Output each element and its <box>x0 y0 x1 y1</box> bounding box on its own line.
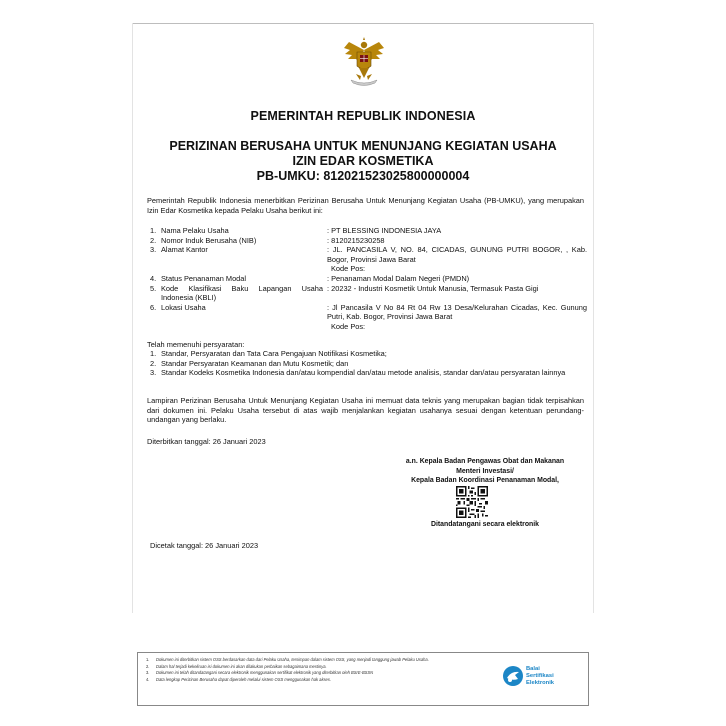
detail-postcode: Kode Pos: <box>331 321 366 331</box>
bsre-logo-text: Balai Sertifikasi Elektronik <box>526 666 555 686</box>
detail-value: : PT BLESSING INDONESIA JAYA <box>327 226 442 235</box>
permit-title-line2: IZIN EDAR KOSMETIKA <box>292 154 434 168</box>
permit-title <box>0 139 726 184</box>
detail-row: 6. Lokasi Usaha : Jl Pancasila V No 84 Rt 04 Rw 13 Desa/Kelurahan Cicadas, Kec. Gunung Putri, Kab. Bogor, Provinsi Jawa Barat Kode Pos: <box>150 302 587 331</box>
detail-value: : 20232 - Industri Kosmetik Untuk Manusia, Termasuk Pasta Gigi <box>327 283 539 293</box>
top-border <box>132 23 594 24</box>
detail-label: Nama Pelaku Usaha <box>161 226 229 235</box>
list-item: 2. Dalam hal terjadi kekeliruan isi dokumen ini akan dilakukan perbaikan sebagaimana mestinya. <box>146 663 327 669</box>
detail-label: Kode Klasifikasi Baku Lapangan Usaha Indonesia (KBLI) <box>161 283 323 303</box>
detail-value: : Penanaman Modal Dalam Negeri (PMDN) <box>327 273 470 283</box>
list-item: 2. Standar Persyaratan Keamanan dan Mutu Kosmetik; dan <box>150 358 349 368</box>
permit-number: PB-UMKU: 812021523025800000004 <box>256 169 470 183</box>
requirements-heading: Telah memenuhi persyaratan: <box>147 340 245 349</box>
detail-row: 2. Nomor Induk Berusaha (NIB) : 8120215230258 <box>150 236 586 246</box>
detail-value: : Jl Pancasila V No 84 Rt 04 Rw 13 Desa/Kelurahan Cicadas, Kec. Gunung Putri, Kab. Bogor, Provinsi Jawa Barat <box>327 302 587 322</box>
signature-line3: Kepala Badan Koordinasi Penanaman Modal, <box>411 477 559 484</box>
garuda-emblem-icon <box>341 36 387 86</box>
list-item: 1. Dokumen ini diterbitkan sistem OSS berdasarkan data dari Pelaku Usaha, tersimpan dalam sistem OSS, yang menjadi tanggung jawab Pelaku Usaha. <box>146 657 429 662</box>
detail-label: Lokasi Usaha <box>161 302 206 312</box>
permit-title-line1: PERIZINAN BERUSAHA UNTUK MENUNJANG KEGIATAN USAHA <box>169 139 557 153</box>
footer-notes-box <box>137 652 589 706</box>
detail-row: 3. Alamat Kantor : JL. PANCASILA V, NO. 84, CICADAS, GUNUNG PUTRI BOGOR, , Kab. Bogor, Provinsi Jawa Barat Kode Pos: <box>150 245 587 274</box>
intro-paragraph: Pemerintah Republik Indonesia menerbitkan Perizinan Berusaha Untuk Menunjang Kegiatan Usaha (PB-UMKU), yang merupakan Izin Edar Kosmetika kepada Pelaku Usaha berikut ini: <box>147 196 584 215</box>
list-item: 3. Standar Kodeks Kosmetika Indonesia dan/atau kompendial dan/atau metode analisis, standar dan/atau persyaratan lainnya <box>150 368 566 378</box>
list-item: 4. Data lengkap Perizinan Berusaha dapat diperoleh melalui sistem OSS menggunakan hak akses. <box>146 676 331 682</box>
detail-value: : 8120215230258 <box>327 235 385 245</box>
detail-label: Alamat Kantor <box>161 245 208 255</box>
issued-date: Diterbitkan tanggal: 26 Januari 2023 <box>147 437 266 446</box>
footer-notes <box>146 657 491 683</box>
list-item: 1. Standar, Persyaratan dan Tata Cara Pengajuan Notifikasi Kosmetika; <box>150 349 387 358</box>
detail-label: Nomor Induk Berusaha (NIB) <box>161 235 257 245</box>
government-title: PEMERINTAH REPUBLIK INDONESIA <box>250 109 476 123</box>
signature-line2: Menteri Investasi/ <box>456 467 514 475</box>
signature-block <box>380 457 590 486</box>
attachment-paragraph: Lampiran Perizinan Berusaha Untuk Menunjang Kegiatan Usaha ini memuat data teknis yang merupakan bagian tidak terpisahkan dari dokumen ini. Pelaku Usaha tersebut di atas wajib menjalankan kegiatan usahanya sesuai dengan ketentuan perundang-undangan yang berlaku. <box>147 396 584 425</box>
detail-row: 1. Nama Pelaku Usaha : PT BLESSING INDONESIA JAYA <box>150 226 586 236</box>
signature-line1: a.n. Kepala Badan Pengawas Obat dan Makanan <box>405 458 565 465</box>
electronic-signature-label: Ditandatangani secara elektronik <box>431 521 539 528</box>
printed-date: Dicetak tanggal: 26 Januari 2023 <box>150 541 259 550</box>
qr-code-icon <box>456 486 488 518</box>
detail-label: Status Penanaman Modal <box>161 273 247 283</box>
detail-row: 4. Status Penanaman Modal : Penanaman Modal Dalam Negeri (PMDN) <box>150 274 586 284</box>
detail-postcode: Kode Pos: <box>331 264 366 274</box>
detail-row: 5. Kode Klasifikasi Baku Lapangan Usaha Indonesia (KBLI) : 20232 - Industri Kosmetik Untuk Manusia, Termasuk Pasta Gigi <box>150 284 586 303</box>
bsre-logo-icon <box>502 665 524 687</box>
requirements-list <box>150 349 584 378</box>
detail-value: : JL. PANCASILA V, NO. 84, CICADAS, GUNUNG PUTRI BOGOR, , Kab. Bogor, Provinsi Jawa Barat <box>327 245 587 264</box>
business-details <box>150 226 586 332</box>
list-item: 3. Dokumen ini telah ditandatangani secara elektronik menggunakan sertifikat elektronik yang diterbitkan oleh BSrE-BSSN <box>146 670 374 676</box>
